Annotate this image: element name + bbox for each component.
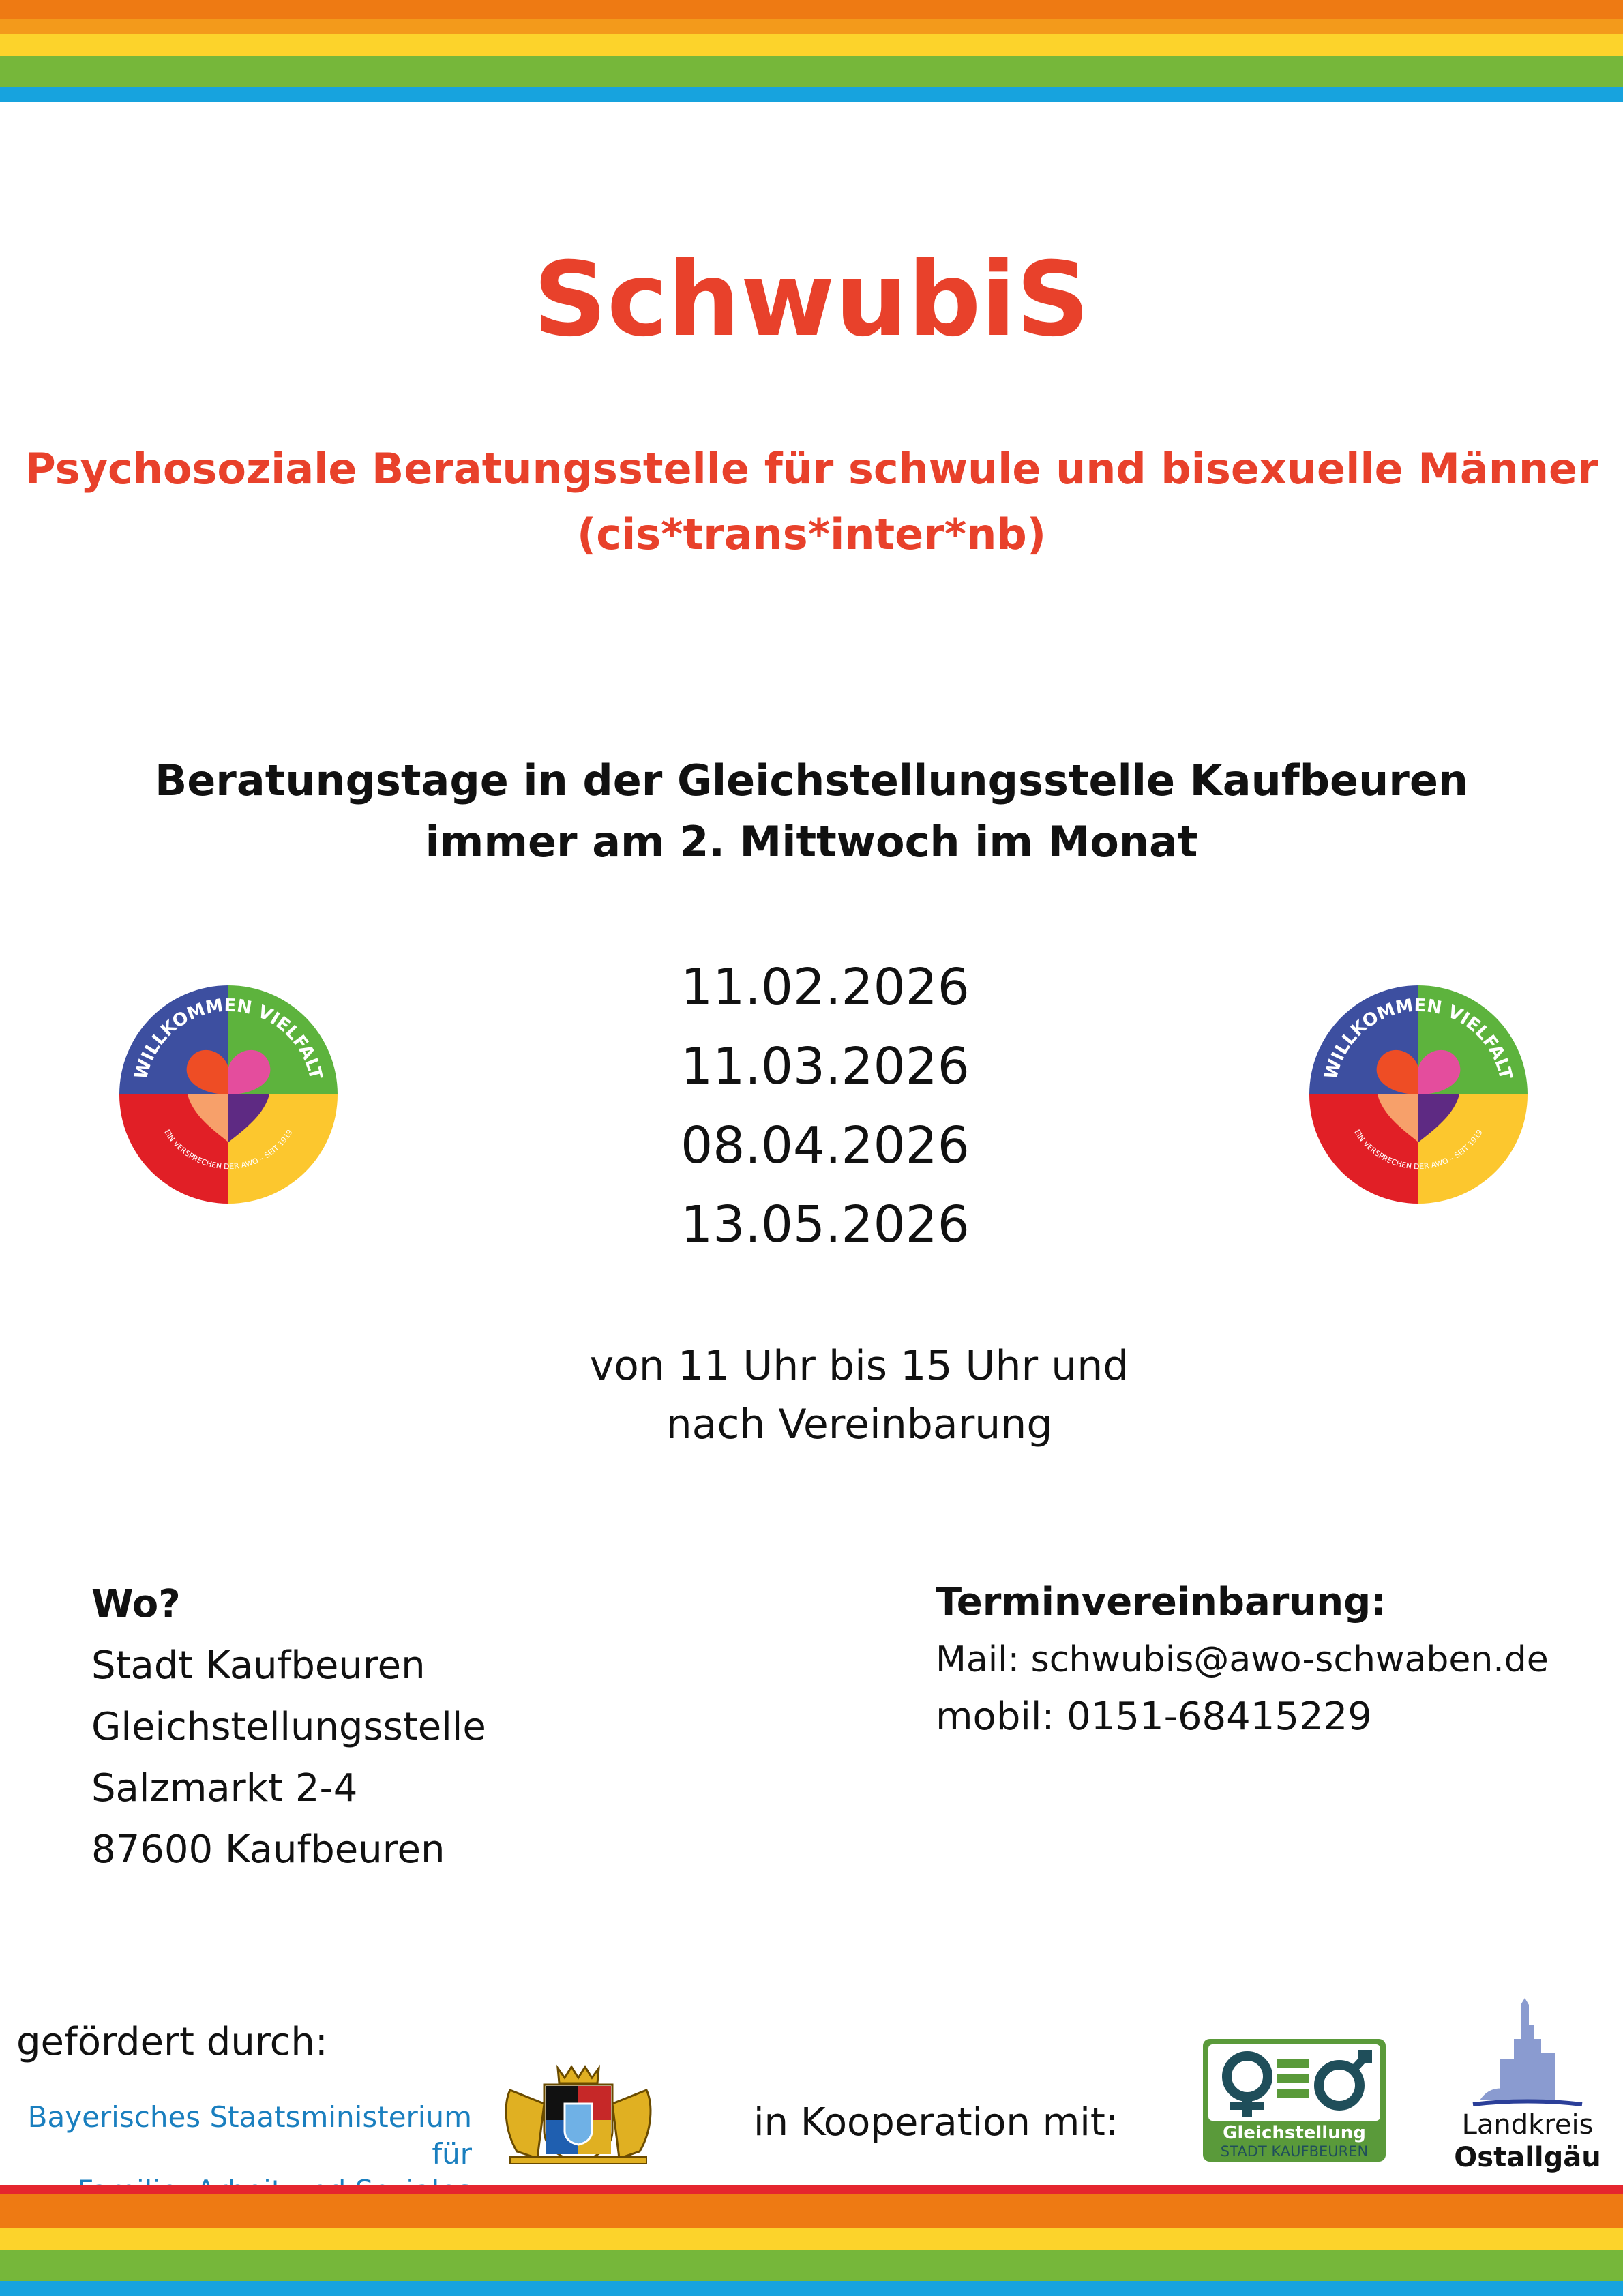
funded-by-label: gefördert durch: — [16, 2020, 328, 2064]
opening-hours-line-2: nach Vereinbarung — [666, 1401, 1053, 1448]
location-block — [91, 1574, 486, 1881]
location-line: Stadt Kaufbeuren — [91, 1643, 426, 1688]
stripe-blue — [0, 2281, 1623, 2296]
location-line: Gleichstellungsstelle — [91, 1705, 486, 1749]
gleichstellung-logo-text: Gleichstellung — [1223, 2123, 1366, 2143]
date-item: 11.02.2026 — [681, 958, 970, 1017]
stripe-yellow — [0, 2228, 1623, 2250]
location-line: Salzmarkt 2-4 — [91, 1766, 358, 1810]
contact-heading: Terminvereinbarung: — [936, 1580, 1386, 1624]
schedule-heading-line-2: immer am 2. Mittwoch im Monat — [425, 817, 1198, 867]
badge-arc-top-text: WILLKOMMEN VIELFALT — [1320, 995, 1516, 1082]
schedule-heading-line-1: Beratungstage in der Gleichstellungsstelle Kaufbeuren — [154, 756, 1469, 805]
ostallgaeu-text: Ostallgäu — [1454, 2142, 1601, 2173]
contact-block — [936, 1574, 1549, 1746]
gleichstellung-kaufbeuren-logo — [1203, 2039, 1386, 2162]
date-item: 11.03.2026 — [681, 1037, 970, 1096]
subtitle-line-2: (cis*trans*inter*nb) — [576, 509, 1047, 559]
bavarian-coat-of-arms-logo — [496, 2063, 660, 2165]
badge-arc-bottom-text: EIN VERSPRECHEN DER AWO – SEIT 1919 — [1352, 1128, 1485, 1172]
subtitle-line-1: Psychosoziale Beratungsstelle für schwule und bisexuelle Männer — [25, 444, 1598, 494]
ministry-line-1: Bayerisches Staatsministerium für — [27, 2100, 472, 2171]
stripe-orange — [0, 2194, 1623, 2228]
opening-hours-line-1: von 11 Uhr bis 15 Uhr und — [589, 1342, 1129, 1390]
location-heading: Wo? — [91, 1582, 181, 1626]
stripe-orange-light — [0, 19, 1623, 34]
castle-tower-icon — [1453, 1998, 1603, 2107]
landkreis-text: Landkreis — [1461, 2109, 1594, 2141]
badge-arc-bottom-text: EIN VERSPRECHEN DER AWO – SEIT 1919 — [162, 1128, 295, 1172]
contact-mobile[interactable]: mobil: 0151-68415229 — [936, 1695, 1372, 1739]
schedule-heading — [0, 750, 1623, 873]
badge-arc-top-text: WILLKOMMEN VIELFALT — [130, 995, 326, 1082]
page-subtitle — [0, 436, 1623, 567]
stripe-blue — [0, 87, 1623, 102]
cooperation-label: in Kooperation mit: — [754, 2100, 1118, 2145]
stripe-green — [0, 2250, 1623, 2281]
gleichstellung-logo-subtext: STADT KAUFBEUREN — [1220, 2143, 1369, 2160]
location-line: 87600 Kaufbeuren — [91, 1828, 445, 1872]
landkreis-label — [1453, 2108, 1603, 2174]
opening-hours — [0, 1337, 1623, 1454]
willkommen-vielfalt-badge-left — [119, 985, 338, 1204]
page-title: SchwubiS — [533, 241, 1090, 359]
stripe-orange — [0, 0, 1623, 19]
stripe-green — [0, 56, 1623, 87]
landkreis-ostallgaeu-logo — [1453, 1998, 1603, 2175]
willkommen-vielfalt-badge-right — [1309, 985, 1528, 1204]
date-item: 13.05.2026 — [681, 1195, 970, 1254]
date-list — [668, 948, 982, 1264]
stripe-yellow — [0, 34, 1623, 56]
stripe-red — [0, 2185, 1623, 2194]
date-item: 08.04.2026 — [681, 1116, 970, 1175]
contact-mail[interactable]: Mail: schwubis@awo-schwaben.de — [936, 1639, 1549, 1680]
